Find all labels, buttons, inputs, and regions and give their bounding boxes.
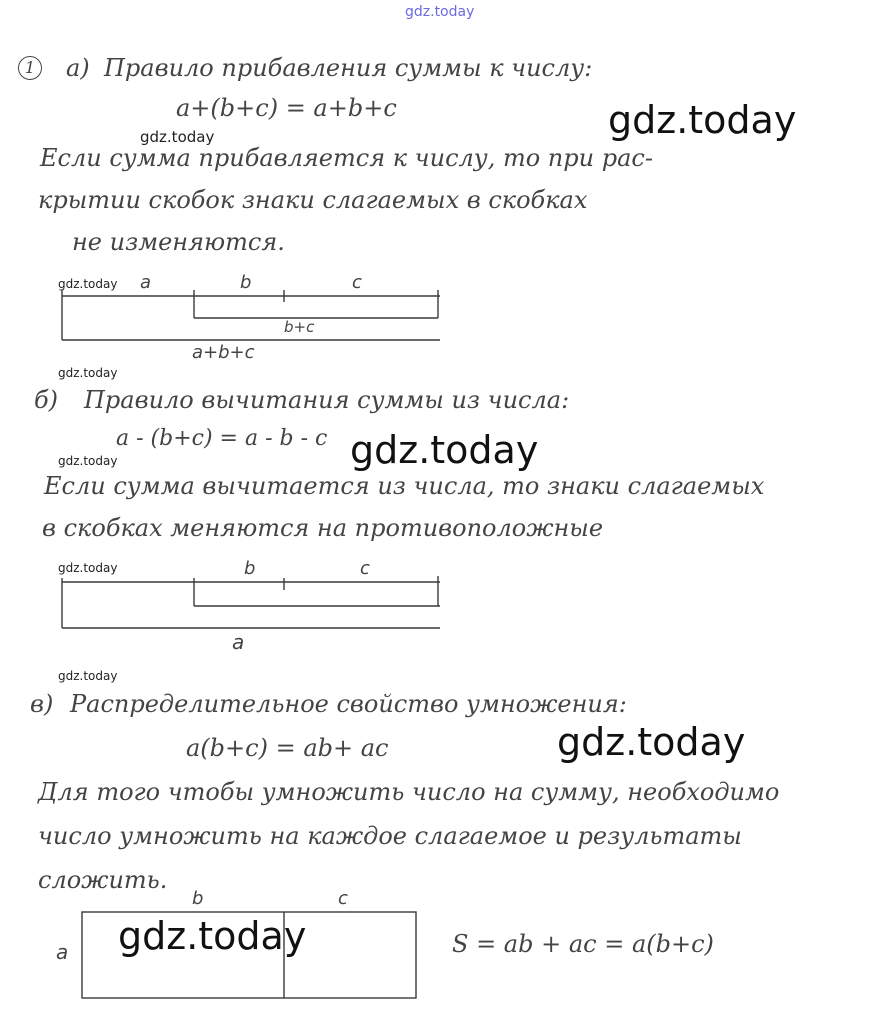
part-a-heading: Правило прибавления суммы к числу: bbox=[104, 54, 593, 82]
watermark-top: gdz.today bbox=[405, 4, 475, 20]
part-c-letter: в) bbox=[30, 690, 54, 718]
watermark-small: gdz.today bbox=[58, 454, 118, 468]
label-a-plus-b-plus-c: a+b+c bbox=[192, 342, 255, 363]
label-a: a bbox=[232, 630, 245, 654]
part-a-text-line: Если сумма прибавляется к числу, то при рас- bbox=[40, 144, 653, 172]
watermark-large: gdz.today bbox=[557, 720, 746, 764]
part-b-letter: б) bbox=[34, 386, 59, 414]
part-a-text-line: крытии скобок знаки слагаемых в скобках bbox=[38, 186, 588, 214]
watermark-small: gdz.today bbox=[58, 366, 118, 380]
watermark-large: gdz.today bbox=[350, 428, 539, 472]
part-a-formula: a+(b+c) = a+b+c bbox=[176, 94, 397, 122]
part-a-letter: а) bbox=[66, 54, 90, 82]
part-b-formula: a - (b+c) = a - b - c bbox=[116, 426, 328, 451]
area-formula: S = ab + ac = a(b+c) bbox=[452, 930, 714, 958]
label-b: b bbox=[192, 888, 204, 909]
part-c-heading: Распределительное свойство умножения: bbox=[70, 690, 627, 718]
part-c-text-line: число умножить на каждое слагаемое и результаты bbox=[38, 822, 742, 850]
watermark-small: gdz.today bbox=[58, 561, 118, 575]
watermark-small: gdz.today bbox=[140, 128, 215, 146]
part-b-text-line: в скобках меняются на противоположные bbox=[42, 514, 604, 542]
part-c-text-line: сложить. bbox=[38, 866, 168, 894]
part-a-text-line: не изменяются. bbox=[72, 228, 285, 256]
watermark-small: gdz.today bbox=[58, 277, 118, 291]
part-c-formula: a(b+c) = ab+ ac bbox=[186, 734, 389, 762]
label-a: a bbox=[56, 940, 69, 964]
part-b-heading: Правило вычитания суммы из числа: bbox=[84, 386, 570, 414]
watermark-small: gdz.today bbox=[58, 669, 118, 683]
part-b-text-line: Если сумма вычитается из числа, то знаки слагаемых bbox=[44, 472, 765, 500]
label-c: c bbox=[352, 272, 362, 293]
label-b-plus-c: b+c bbox=[284, 318, 315, 336]
label-b: b bbox=[240, 272, 252, 293]
area-rectangle bbox=[82, 912, 416, 998]
label-a: a bbox=[140, 272, 152, 293]
label-c: c bbox=[360, 558, 370, 579]
label-c: c bbox=[338, 888, 348, 909]
watermark-large: gdz.today bbox=[118, 914, 307, 958]
problem-number: 1 bbox=[18, 56, 42, 80]
label-b: b bbox=[244, 558, 256, 579]
watermark-large: gdz.today bbox=[608, 98, 797, 142]
part-c-text-line: Для того чтобы умножить число на сумму, необходимо bbox=[38, 778, 780, 806]
